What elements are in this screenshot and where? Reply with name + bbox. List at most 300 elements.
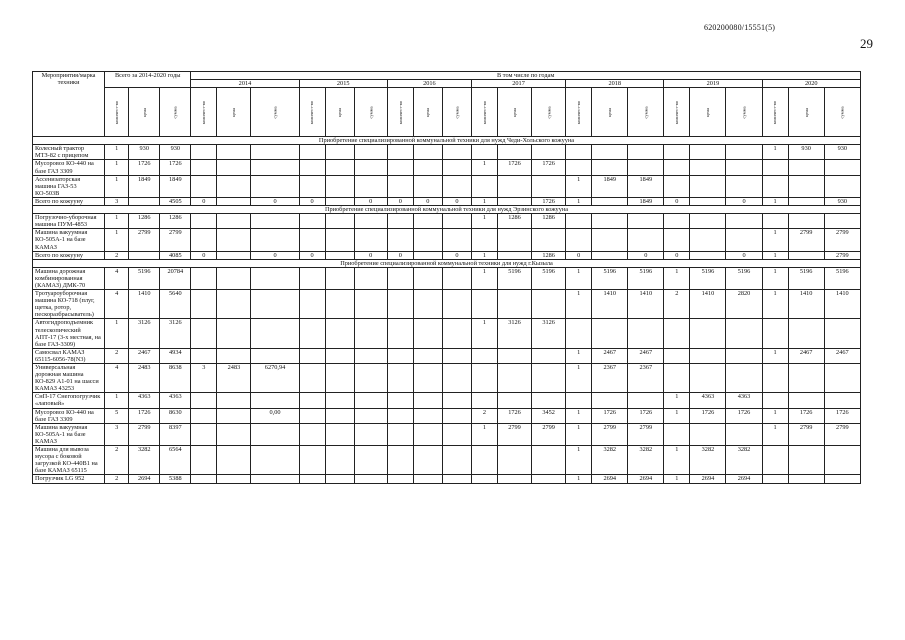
value-cell — [387, 364, 413, 393]
value-cell: 1 — [762, 423, 788, 445]
value-cell — [788, 160, 824, 175]
value-cell: 1 — [471, 214, 497, 229]
value-cell — [413, 229, 442, 251]
value-cell — [191, 145, 217, 160]
value-cell: 2 — [105, 475, 129, 483]
value-cell — [217, 290, 251, 319]
value-cell: 930 — [129, 145, 160, 160]
value-cell: 5196 — [690, 267, 726, 289]
value-cell — [413, 408, 442, 423]
value-cell: 1 — [471, 267, 497, 289]
value-cell — [325, 364, 354, 393]
value-cell — [788, 319, 824, 348]
value-cell: 4505 — [160, 197, 191, 205]
value-cell: 4 — [105, 267, 129, 289]
value-cell: 0 — [664, 251, 690, 259]
equipment-name: Погрузочно-уборочная машина ПУМ-4853 — [33, 214, 105, 229]
equipment-name: Автогидроподъемник телескопический АПТ-17 (3-х местная, на базе ГАЗ-3309) — [33, 319, 105, 348]
value-cell: 1286 — [160, 214, 191, 229]
value-cell: 2799 — [532, 423, 566, 445]
value-cell — [129, 197, 160, 205]
value-cell — [532, 446, 566, 475]
value-cell — [217, 145, 251, 160]
value-cell: 1 — [471, 319, 497, 348]
value-cell — [387, 160, 413, 175]
value-cell — [471, 145, 497, 160]
value-cell: 1410 — [824, 290, 860, 319]
value-cell — [387, 319, 413, 348]
value-cell — [217, 446, 251, 475]
value-cell: 8630 — [160, 408, 191, 423]
value-cell — [413, 319, 442, 348]
value-cell — [413, 446, 442, 475]
value-cell: 1 — [566, 197, 592, 205]
value-cell — [762, 393, 788, 408]
value-cell — [217, 348, 251, 363]
value-cell — [762, 160, 788, 175]
table-row — [33, 393, 861, 408]
value-cell — [325, 229, 354, 251]
value-cell: 1 — [762, 290, 788, 319]
value-cell: 4363 — [129, 393, 160, 408]
value-cell — [471, 290, 497, 319]
value-cell: 1 — [762, 251, 788, 259]
value-cell — [442, 393, 471, 408]
value-cell: 3282 — [726, 446, 762, 475]
table-row — [33, 160, 861, 175]
header-sub — [354, 88, 387, 137]
value-cell — [354, 364, 387, 393]
header-sub — [191, 88, 217, 137]
value-cell — [191, 214, 217, 229]
value-cell: 5196 — [788, 267, 824, 289]
value-cell — [251, 290, 299, 319]
value-cell — [628, 145, 664, 160]
value-cell — [471, 348, 497, 363]
value-cell — [251, 229, 299, 251]
value-cell — [824, 319, 860, 348]
value-cell — [191, 475, 217, 483]
header-year: 2015 — [299, 80, 387, 88]
value-cell — [442, 423, 471, 445]
value-cell — [387, 175, 413, 197]
value-cell — [413, 175, 442, 197]
value-cell: 930 — [824, 145, 860, 160]
value-cell: 3 — [191, 364, 217, 393]
value-cell — [325, 408, 354, 423]
value-cell: 2799 — [498, 423, 532, 445]
value-cell — [387, 423, 413, 445]
value-cell — [325, 423, 354, 445]
value-cell — [325, 197, 354, 205]
table-row — [33, 197, 861, 205]
value-cell — [299, 175, 325, 197]
value-cell — [251, 423, 299, 445]
value-cell: 2467 — [824, 348, 860, 363]
value-cell — [442, 145, 471, 160]
value-cell — [592, 393, 628, 408]
value-cell: 1 — [566, 364, 592, 393]
value-cell — [442, 475, 471, 483]
value-cell: 1 — [471, 160, 497, 175]
value-cell: 5196 — [592, 267, 628, 289]
value-cell: 1 — [105, 319, 129, 348]
value-cell: 1 — [105, 393, 129, 408]
value-cell — [325, 175, 354, 197]
value-cell: 1726 — [726, 408, 762, 423]
value-cell — [726, 175, 762, 197]
value-cell: 1 — [762, 348, 788, 363]
value-cell — [824, 160, 860, 175]
value-cell: 2799 — [788, 423, 824, 445]
value-cell — [251, 267, 299, 289]
value-cell: 4085 — [160, 251, 191, 259]
value-cell: 2694 — [726, 475, 762, 483]
value-cell: 1 — [566, 475, 592, 483]
value-cell — [217, 160, 251, 175]
value-cell: 2 — [105, 446, 129, 475]
value-cell: 1 — [566, 446, 592, 475]
equipment-name: Всего по кожууну — [33, 197, 105, 205]
value-cell: 2467 — [129, 348, 160, 363]
value-cell — [498, 175, 532, 197]
value-cell — [191, 393, 217, 408]
value-cell — [299, 160, 325, 175]
value-cell — [413, 290, 442, 319]
value-cell: 0 — [251, 251, 299, 259]
value-cell — [788, 251, 824, 259]
value-cell: 1 — [762, 229, 788, 251]
value-cell — [566, 393, 592, 408]
header-sub — [726, 88, 762, 137]
value-cell — [387, 393, 413, 408]
header-sub — [788, 88, 824, 137]
value-cell: 1 — [105, 214, 129, 229]
table-row — [33, 251, 861, 259]
value-cell — [566, 160, 592, 175]
table-row — [33, 175, 861, 197]
value-cell — [726, 160, 762, 175]
value-cell — [498, 446, 532, 475]
value-cell — [726, 348, 762, 363]
value-cell — [664, 423, 690, 445]
value-cell — [690, 348, 726, 363]
table-row — [33, 348, 861, 363]
value-cell — [251, 214, 299, 229]
value-cell — [690, 175, 726, 197]
value-cell: 4 — [105, 364, 129, 393]
header-sub-label: цена — [803, 107, 809, 117]
value-cell: 6270,94 — [251, 364, 299, 393]
value-cell: 2799 — [592, 423, 628, 445]
value-cell — [354, 348, 387, 363]
value-cell: 2483 — [129, 364, 160, 393]
value-cell — [664, 160, 690, 175]
section-row — [33, 259, 861, 267]
value-cell — [532, 364, 566, 393]
value-cell — [592, 145, 628, 160]
document-id: 620200080/15551(5) — [704, 23, 776, 32]
value-cell — [592, 197, 628, 205]
value-cell — [299, 423, 325, 445]
header-sub-label: количест-во — [772, 100, 778, 124]
value-cell: 1849 — [628, 175, 664, 197]
header-sub-label: количест-во — [114, 100, 120, 124]
value-cell — [532, 348, 566, 363]
value-cell: 3282 — [129, 446, 160, 475]
value-cell — [442, 290, 471, 319]
value-cell: 1 — [762, 145, 788, 160]
value-cell — [762, 175, 788, 197]
value-cell — [726, 319, 762, 348]
value-cell — [498, 290, 532, 319]
value-cell — [191, 319, 217, 348]
equipment-name: Всего по кожууну — [33, 251, 105, 259]
value-cell: 1410 — [628, 290, 664, 319]
value-cell — [532, 290, 566, 319]
header-event: Мероприятия/марка техники — [33, 72, 105, 137]
value-cell: 5196 — [726, 267, 762, 289]
value-cell: 0 — [299, 251, 325, 259]
value-cell — [788, 364, 824, 393]
value-cell: 0 — [726, 197, 762, 205]
value-cell — [413, 214, 442, 229]
value-cell: 0 — [191, 251, 217, 259]
value-cell — [387, 348, 413, 363]
value-cell — [354, 393, 387, 408]
equipment-name: Самосвал КАМАЗ 65115-6056-78(N3) — [33, 348, 105, 363]
value-cell: 3126 — [532, 319, 566, 348]
value-cell — [191, 175, 217, 197]
value-cell: 1 — [471, 197, 497, 205]
value-cell: 1726 — [129, 408, 160, 423]
value-cell — [191, 446, 217, 475]
value-cell: 1 — [762, 408, 788, 423]
value-cell: 2 — [664, 290, 690, 319]
value-cell — [690, 229, 726, 251]
header-sub-label: сумма — [172, 106, 178, 119]
value-cell — [413, 251, 442, 259]
table-row — [33, 267, 861, 289]
value-cell: 2694 — [628, 475, 664, 483]
value-cell — [299, 446, 325, 475]
value-cell — [299, 145, 325, 160]
value-cell — [217, 423, 251, 445]
equipment-name: Ассенизаторская машина ГАЗ-53 КО-503В — [33, 175, 105, 197]
value-cell — [592, 214, 628, 229]
value-cell — [325, 348, 354, 363]
header-sub — [251, 88, 299, 137]
value-cell — [251, 446, 299, 475]
value-cell: 1286 — [498, 214, 532, 229]
header-sub-label: сумма — [839, 106, 845, 119]
value-cell — [762, 319, 788, 348]
value-cell: 4 — [105, 290, 129, 319]
value-cell: 1849 — [628, 197, 664, 205]
value-cell — [413, 160, 442, 175]
value-cell: 3282 — [690, 446, 726, 475]
value-cell — [592, 229, 628, 251]
header-sub-label: цена — [607, 107, 613, 117]
value-cell — [442, 267, 471, 289]
header-row-sub — [33, 88, 861, 137]
value-cell — [217, 393, 251, 408]
header-sub — [566, 88, 592, 137]
value-cell — [498, 475, 532, 483]
value-cell: 0 — [354, 251, 387, 259]
value-cell — [354, 175, 387, 197]
value-cell — [217, 267, 251, 289]
value-cell: 4363 — [690, 393, 726, 408]
value-cell: 1726 — [592, 408, 628, 423]
value-cell — [354, 214, 387, 229]
value-cell — [217, 251, 251, 259]
header-total: Всего за 2014-2020 годы — [105, 72, 191, 88]
value-cell — [498, 348, 532, 363]
value-cell — [251, 175, 299, 197]
header-sub-label: количест-во — [397, 100, 403, 124]
value-cell: 1726 — [129, 160, 160, 175]
value-cell — [498, 364, 532, 393]
value-cell — [726, 364, 762, 393]
value-cell — [442, 175, 471, 197]
value-cell — [690, 319, 726, 348]
value-cell — [664, 364, 690, 393]
header-sub — [498, 88, 532, 137]
section-row — [33, 137, 861, 145]
value-cell — [664, 229, 690, 251]
value-cell — [325, 267, 354, 289]
value-cell — [299, 290, 325, 319]
value-cell — [690, 197, 726, 205]
header-sub — [471, 88, 497, 137]
header-sub-label: сумма — [454, 106, 460, 119]
value-cell — [664, 348, 690, 363]
value-cell — [788, 197, 824, 205]
value-cell: 20784 — [160, 267, 191, 289]
value-cell: 2799 — [628, 423, 664, 445]
value-cell — [628, 229, 664, 251]
value-cell — [325, 145, 354, 160]
header-sub — [413, 88, 442, 137]
value-cell: 1726 — [788, 408, 824, 423]
value-cell — [299, 229, 325, 251]
value-cell — [498, 145, 532, 160]
value-cell — [628, 393, 664, 408]
value-cell — [532, 229, 566, 251]
header-sub — [824, 88, 860, 137]
value-cell — [690, 160, 726, 175]
value-cell — [442, 348, 471, 363]
value-cell — [471, 393, 497, 408]
value-cell — [690, 251, 726, 259]
table-body — [33, 137, 861, 483]
value-cell: 1410 — [690, 290, 726, 319]
value-cell — [690, 214, 726, 229]
value-cell: 8397 — [160, 423, 191, 445]
value-cell: 1 — [664, 267, 690, 289]
value-cell: 5196 — [498, 267, 532, 289]
header-sub — [105, 88, 129, 137]
value-cell: 2799 — [160, 229, 191, 251]
value-cell — [498, 197, 532, 205]
value-cell: 1 — [471, 251, 497, 259]
value-cell — [325, 214, 354, 229]
value-cell: 1 — [762, 197, 788, 205]
value-cell: 1 — [762, 267, 788, 289]
value-cell: 3126 — [160, 319, 191, 348]
value-cell — [325, 251, 354, 259]
value-cell — [442, 364, 471, 393]
value-cell — [762, 446, 788, 475]
value-cell — [191, 408, 217, 423]
value-cell — [824, 475, 860, 483]
value-cell — [690, 423, 726, 445]
value-cell: 2467 — [788, 348, 824, 363]
equipment-table — [32, 71, 861, 484]
header-sub — [387, 88, 413, 137]
value-cell — [628, 319, 664, 348]
table-row — [33, 229, 861, 251]
value-cell — [299, 348, 325, 363]
value-cell: 5196 — [129, 267, 160, 289]
value-cell: 1726 — [498, 408, 532, 423]
value-cell — [566, 214, 592, 229]
value-cell — [471, 446, 497, 475]
header-year: 2017 — [471, 80, 565, 88]
value-cell — [191, 160, 217, 175]
value-cell: 1 — [566, 348, 592, 363]
value-cell — [217, 197, 251, 205]
value-cell — [628, 160, 664, 175]
value-cell — [354, 446, 387, 475]
value-cell: 2799 — [129, 423, 160, 445]
header-sub-label: цена — [425, 107, 431, 117]
value-cell: 0 — [726, 251, 762, 259]
value-cell — [354, 267, 387, 289]
value-cell: 2799 — [824, 229, 860, 251]
section-title: Приобретение специализированной коммунальной техники для нужд Чеди-Хольского кожууна — [33, 137, 861, 145]
value-cell: 0 — [354, 197, 387, 205]
value-cell — [413, 145, 442, 160]
equipment-name: Машина вакуумная КО-505А-1 на базе КАМАЗ — [33, 229, 105, 251]
header-year: 2019 — [664, 80, 762, 88]
table-row — [33, 145, 861, 160]
table-row — [33, 446, 861, 475]
value-cell — [788, 175, 824, 197]
header-year: 2020 — [762, 80, 860, 88]
header-sub-label: сумма — [272, 106, 278, 119]
value-cell: 1 — [566, 423, 592, 445]
value-cell: 3126 — [498, 319, 532, 348]
value-cell: 2 — [105, 251, 129, 259]
value-cell: 2799 — [824, 423, 860, 445]
value-cell: 0 — [387, 251, 413, 259]
value-cell — [217, 229, 251, 251]
value-cell — [471, 475, 497, 483]
value-cell — [354, 290, 387, 319]
value-cell — [824, 364, 860, 393]
equipment-name: Машина дорожная комбинированная (КАМАЗ) ДМК-70 — [33, 267, 105, 289]
value-cell — [664, 145, 690, 160]
value-cell — [325, 160, 354, 175]
value-cell — [299, 267, 325, 289]
value-cell: 6564 — [160, 446, 191, 475]
value-cell: 1 — [105, 160, 129, 175]
value-cell — [592, 319, 628, 348]
header-sub-label: количест-во — [576, 100, 582, 124]
value-cell: 3282 — [628, 446, 664, 475]
